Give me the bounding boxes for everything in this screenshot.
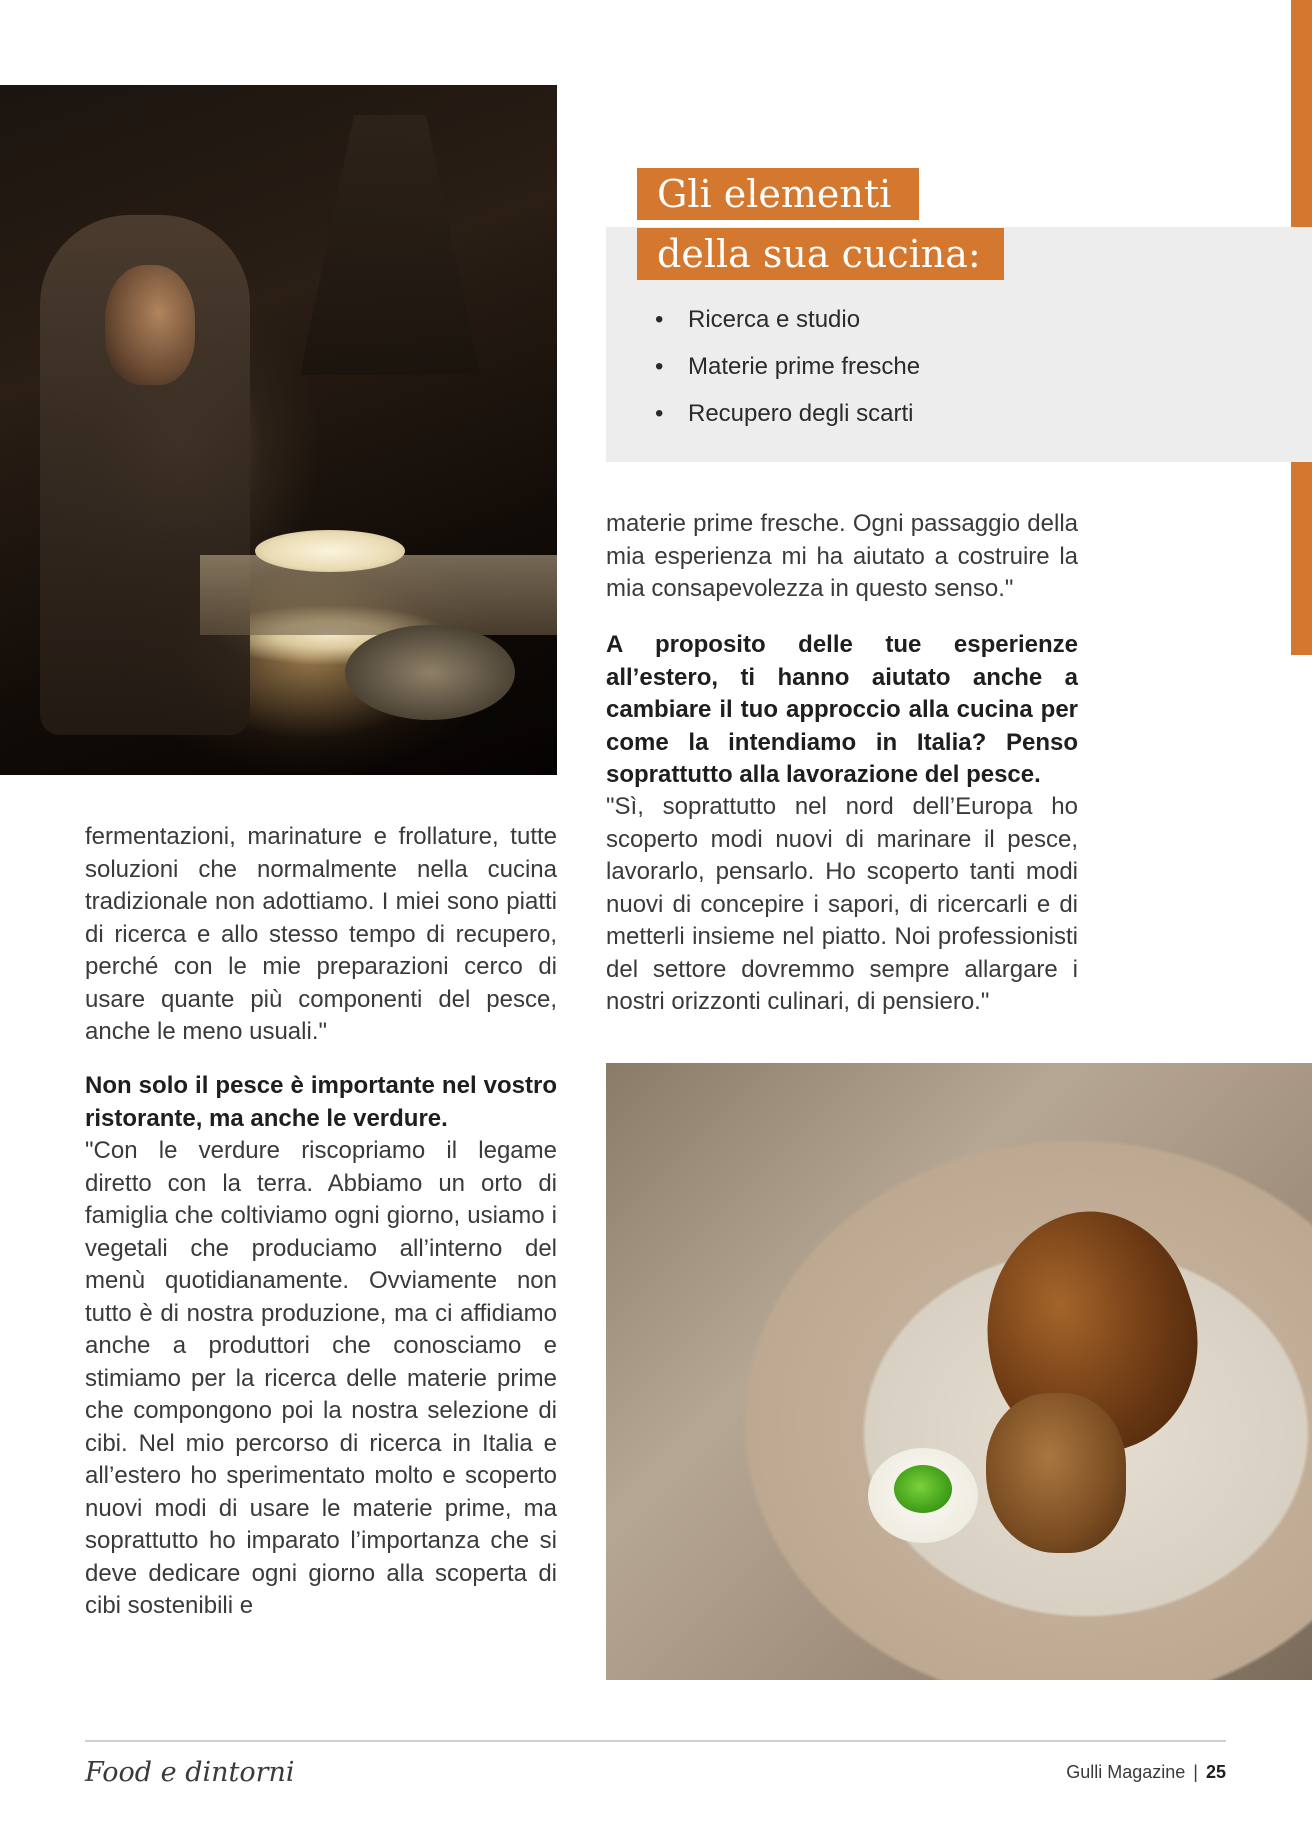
elements-list — [655, 300, 920, 441]
bullet-icon: • — [655, 306, 664, 333]
chef-head — [105, 265, 195, 385]
left-paragraph-1: fermentazioni, marinature e frollature, tutte soluzioni che normalmente nella cucina tradizionale non adottiamo. I miei sono piatti di ricerca e allo stesso tempo di recupero, perché con le mie preparazioni cerco di usare quante più componenti del pesce, anche le meno usuali." — [85, 823, 557, 1045]
page-number: 25 — [1205, 1762, 1226, 1782]
bullet-icon: • — [655, 400, 664, 427]
list-item-label: Ricerca e studio — [688, 306, 861, 333]
held-plate — [345, 625, 515, 720]
footer-separator: | — [1193, 1762, 1198, 1782]
bullet-icon: • — [655, 353, 664, 380]
left-answer: "Con le verdure riscopriamo il legame diretto con la terra. Abbiamo un orto di famiglia che coltiviamo ogni giorno, usiamo i vegetali che produciamo all’interno del menù quotidianamente. Ovviamente non tutto è di nostra produzione, ma ci affidiamo anche a produttori che conosciamo e stimiamo per la ricerca delle materie prime che compongono poi la nostra selezione di cibi. Nel mio percorso di ricerca in Italia e all’estero ho sperimentato molto e scoperto nuovi modi di usare le materie prime, ma soprattutto ho imparato l’importanza che si deve dedicare ogni giorno alla scoperta di cibi sostenibili e — [85, 1137, 557, 1619]
list-item-label: Materie prime fresche — [688, 353, 921, 380]
right-question: A proposito delle tue esperienze all’estero, ti hanno aiutato anche a cambiare il tuo approccio alla cucina per come la intendiamo in Italia? Penso soprattutto alla lavorazione del pesce. — [606, 631, 1078, 788]
chef-plating-photo — [0, 85, 557, 775]
kitchen-hood — [300, 115, 480, 375]
mushroom-stem — [986, 1393, 1126, 1553]
footer-divider — [85, 1740, 1226, 1742]
footer-section-title: Food e dintorni — [85, 1757, 295, 1788]
right-paragraph-1: materie prime fresche. Ogni passaggio della mia esperienza mi ha aiutato a costruire la mia consapevolezza in questo senso." — [606, 510, 1078, 602]
list-item — [655, 394, 920, 441]
footer-page-info — [1066, 1762, 1226, 1783]
dish-photo — [606, 1063, 1312, 1680]
box-title-line-1: Gli elementi — [637, 168, 919, 220]
right-answer: "Sì, soprattutto nel nord dell’Europa ho scoperto modi nuovi di marinare il pesce, lavorarlo, pensarlo. Ho scoperto tanti modi nuovi di concepire i sapori, di ricercarli e di metterli insieme nel piatto. Noi professionisti del settore dovremmo sempre allargare i nostri orizzonti culinari, di pensiero." — [606, 793, 1078, 1015]
list-item-label: Recupero degli scarti — [688, 400, 914, 427]
list-item — [655, 347, 920, 394]
magazine-name: Gulli Magazine — [1066, 1762, 1186, 1782]
list-item — [655, 300, 920, 347]
left-question: Non solo il pesce è importante nel vostro ristorante, ma anche le verdure. — [85, 1072, 557, 1132]
box-title-line-2: della sua cucina: — [637, 228, 1004, 280]
green-sauce — [894, 1465, 952, 1513]
lit-plate — [255, 530, 405, 572]
